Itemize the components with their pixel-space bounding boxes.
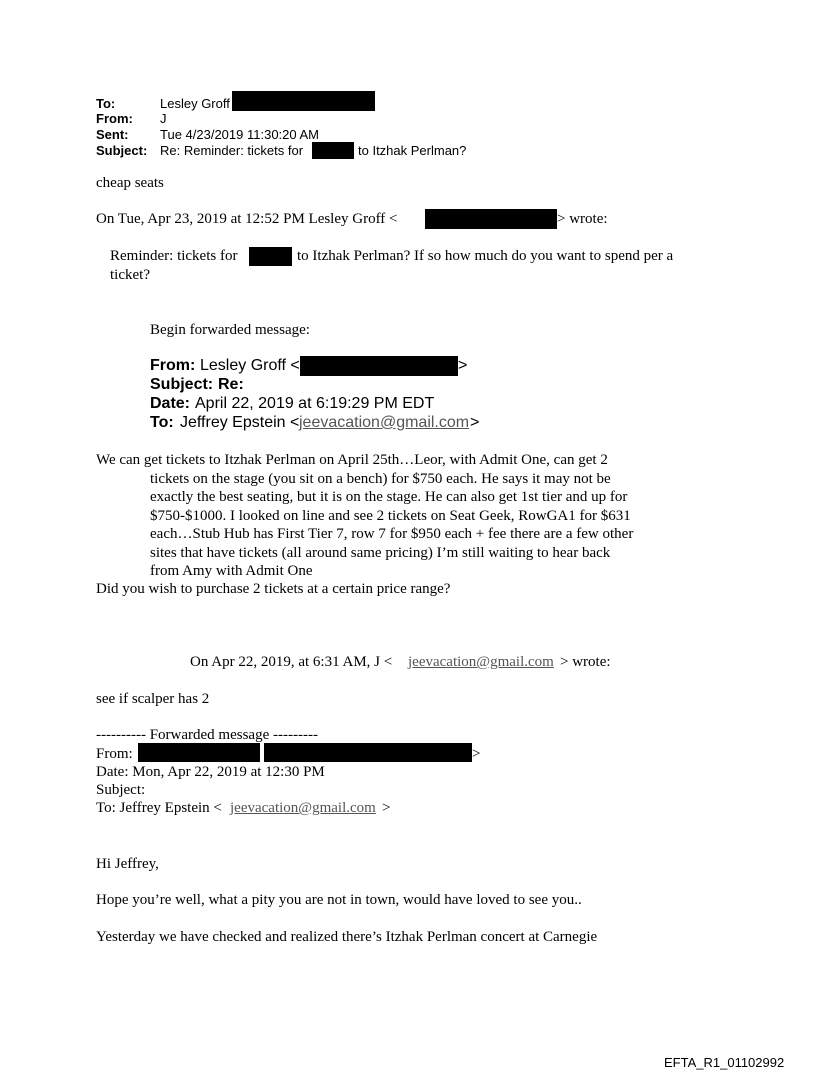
redaction-box <box>264 743 472 762</box>
quote2-body: see if scalper has 2 <box>96 691 210 707</box>
fwd-to-email-link[interactable]: jeevacation@gmail.com <box>299 414 470 431</box>
fwd2-from-close: > <box>472 746 481 762</box>
tickets-line-4: $750-$1000. I looked on line and see 2 tickets on Seat Geek, RowGA1 for $631 <box>150 507 631 524</box>
redaction-box <box>425 209 557 229</box>
to-label: To: <box>96 96 116 111</box>
fwd2-to-close: > <box>382 800 391 816</box>
from-label: From: <box>96 111 133 126</box>
fwd-to-close: > <box>470 414 480 431</box>
fwd-date-value: April 22, 2019 at 6:19:29 PM EDT <box>195 395 435 412</box>
final-line-2: Yesterday we have checked and realized there’s Itzhak Perlman concert at Carnegie <box>96 929 598 945</box>
fwd2-to-prefix: To: Jeffrey Epstein < <box>96 800 222 816</box>
to-value: Lesley Groff <box>160 96 230 111</box>
fwd-date-label: Date: <box>150 395 191 412</box>
final-line-1: Hope you’re well, what a pity you are not in town, would have loved to see you.. <box>96 892 582 908</box>
fwd-from-label: From: <box>150 357 196 374</box>
quote2-intro-suffix: > wrote: <box>560 654 611 670</box>
reminder-line-suffix: to Itzhak Perlman? If so how much do you want to spend per a <box>297 248 674 264</box>
tickets-line-2: tickets on the stage (you sit on a bench) for $750 each. He says it may not be <box>150 470 611 487</box>
reminder-line-prefix: Reminder: tickets for <box>110 248 238 264</box>
reply-body: cheap seats <box>96 175 164 191</box>
quote-intro-prefix: On Tue, Apr 23, 2019 at 12:52 PM Lesley Groff < <box>96 211 398 227</box>
sent-value: Tue 4/23/2019 11:30:20 AM <box>160 127 320 142</box>
redaction-box <box>312 142 354 159</box>
document-id: EFTA_R1_01102992 <box>664 1055 785 1070</box>
tickets-line-7: from Amy with Admit One <box>150 563 313 579</box>
reminder-line-2: ticket? <box>110 267 150 283</box>
redaction-box <box>138 743 260 762</box>
sent-label: Sent: <box>96 127 129 142</box>
greeting: Hi Jeffrey, <box>96 856 159 872</box>
quote-intro-suffix: > wrote: <box>557 211 608 227</box>
tickets-line-1: We can get tickets to Itzhak Perlman on April 25th…Leor, with Admit One, can get 2 <box>96 452 608 468</box>
tickets-line-3: exactly the best seating, but it is on the stage. He can also get 1st tier and up for <box>150 489 628 505</box>
fwd-subject-value: Re: <box>218 376 244 393</box>
fwd-to-label: To: <box>150 414 174 431</box>
subject-prefix: Re: Reminder: tickets for <box>160 143 304 158</box>
redaction-box <box>300 356 458 376</box>
subject-suffix: to Itzhak Perlman? <box>358 143 467 158</box>
fwd2-from-label: From: <box>96 746 133 762</box>
fwd-to-name: Jeffrey Epstein < <box>180 414 300 431</box>
tickets-line-8: Did you wish to purchase 2 tickets at a certain price range? <box>96 581 451 597</box>
fwd2-date: Date: Mon, Apr 22, 2019 at 12:30 PM <box>96 764 325 780</box>
fwd2-subject: Subject: <box>96 782 146 798</box>
redaction-box <box>232 91 375 111</box>
fwd-from-value: Lesley Groff < <box>200 357 300 374</box>
tickets-line-5: each…Stub Hub has First Tier 7, row 7 for $950 each + fee there are a few other <box>150 526 634 542</box>
fwd-subject-label: Subject: <box>150 376 214 393</box>
from-value: J <box>160 111 167 126</box>
redaction-box <box>249 247 292 266</box>
begin-forwarded: Begin forwarded message: <box>150 322 310 338</box>
fwd2-to-email-link[interactable]: jeevacation@gmail.com <box>230 800 376 816</box>
forward-separator: ---------- Forwarded message --------- <box>96 727 318 743</box>
quote2-intro-prefix: On Apr 22, 2019, at 6:31 AM, J < <box>190 654 393 670</box>
subject-label: Subject: <box>96 143 148 158</box>
fwd-from-close: > <box>458 357 468 374</box>
tickets-line-6: sites that have tickets (all around same pricing) I’m still waiting to hear back <box>150 544 611 561</box>
quote2-email-link[interactable]: jeevacation@gmail.com <box>408 654 554 670</box>
